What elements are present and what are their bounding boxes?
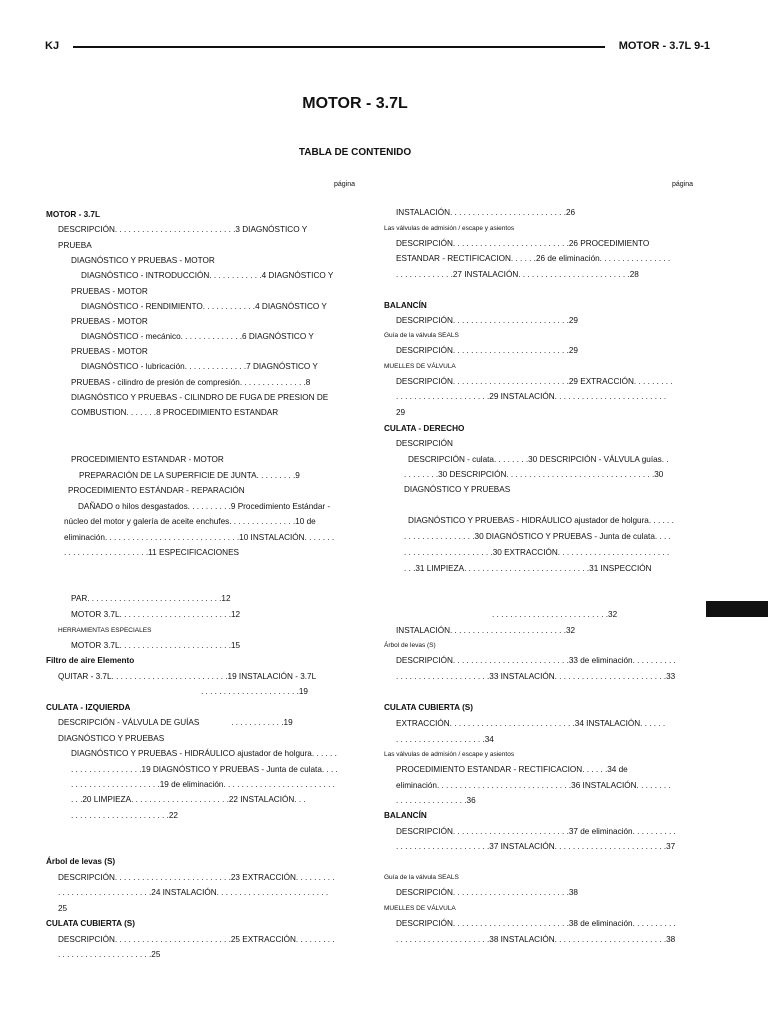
- toc-line: Las válvulas de admisión / escape y asientos: [384, 225, 515, 232]
- toc-line: MUELLES DE VÁLVULA: [384, 905, 456, 912]
- toc-line: DESCRIPCIÓN. . . . . . . . . . . . . . . . . . . . . . . . . .29: [396, 346, 578, 355]
- toc-line: BALANCÍN: [384, 811, 427, 820]
- toc-line: DESCRIPCIÓN. . . . . . . . . . . . . . . . . . . . . . . . . .25 EXTRACCIÓN. . . . . . . . .: [58, 935, 335, 944]
- toc-line: Guía de la válvula SEALS: [384, 332, 459, 339]
- toc-line: PRUEBAS - cilindro de presión de compresión. . . . . . . . . . . . . . .8: [71, 378, 311, 387]
- toc-line: PROCEDIMIENTO ESTANDAR - MOTOR: [71, 455, 224, 464]
- toc-line: . . .20 LIMPIEZA. . . . . . . . . . . . . . . . . . . . . .22 INSTALACIÓN. . .: [71, 795, 306, 804]
- toc-line: Guía de la válvula SEALS: [384, 874, 459, 881]
- toc-line: DESCRIPCIÓN. . . . . . . . . . . . . . . . . . . . . . . . . . .3 DIAGNÓSTICO Y: [58, 225, 308, 234]
- toc-line: núcleo del motor y galería de aceite enchufes. . . . . . . . . . . . . . .10 de: [64, 517, 316, 526]
- toc-line: EXTRACCIÓN. . . . . . . . . . . . . . . . . . . . . . . . . . . .34 INSTALACIÓN. . . . . .: [396, 719, 666, 728]
- toc-line: PAR. . . . . . . . . . . . . . . . . . . . . . . . . . . . . .12: [71, 594, 231, 603]
- toc-line: . . . . . . . . . . . . .27 INSTALACIÓN. . . . . . . . . . . . . . . . . . . . . . . . .28: [396, 270, 639, 279]
- toc-line: PREPARACIÓN DE LA SUPERFICIE DE JUNTA. . . . . . . . .9: [79, 471, 300, 480]
- toc-line: . . . . . . . . . . . . . . . . . . .11 ESPECIFICACIONES: [64, 548, 240, 557]
- toc-line: MOTOR 3.7L. . . . . . . . . . . . . . . . . . . . . . . . .12: [71, 610, 241, 619]
- toc-line: QUITAR - 3.7L. . . . . . . . . . . . . . . . . . . . . . . . . .19 INSTALACIÓN - 3.7L: [58, 672, 317, 681]
- toc-line: HERRAMIENTAS ESPECIALES: [58, 627, 152, 634]
- toc-line: . . . . . . . . . . . . . . . . . . . . .37 INSTALACIÓN. . . . . . . . . . . . . . . . . . . . . . . . .37: [396, 842, 676, 851]
- toc-line: MOTOR - 3.7L: [46, 210, 100, 219]
- toc-line: COMBUSTION. . . . . . .8 PROCEDIMIENTO ESTANDAR: [71, 408, 279, 417]
- toc-line: . . . . . . . . . . . . . . . . . . . .30 EXTRACCIÓN. . . . . . . . . . . . . . . . . . . . . . . . .: [404, 548, 670, 557]
- toc-line: PROCEDIMIENTO ESTÁNDAR - REPARACIÓN: [68, 486, 245, 495]
- toc-line: DIAGNÓSTICO Y PRUEBAS - CILINDRO DE FUGA DE PRESION DE: [71, 393, 329, 402]
- toc-line: CULATA CUBIERTA (S): [46, 919, 135, 928]
- toc-line: INSTALACIÓN. . . . . . . . . . . . . . . . . . . . . . . . . .32: [396, 626, 576, 635]
- toc-line: DIAGNÓSTICO Y PRUEBAS - HIDRÁULICO ajustador de holgura. . . . . .: [71, 749, 337, 758]
- toc-line: DIAGNÓSTICO Y PRUEBAS: [404, 485, 511, 494]
- toc-line: DIAGNÓSTICO - mecánico. . . . . . . . . . . . . .6 DIAGNÓSTICO Y: [81, 332, 314, 341]
- toc-line: DESCRIPCIÓN: [396, 439, 453, 448]
- toc-line: 29: [396, 408, 406, 417]
- running-header: [45, 40, 710, 56]
- toc-line: DESCRIPCIÓN. . . . . . . . . . . . . . . . . . . . . . . . . .26 PROCEDIMIENTO: [396, 239, 650, 248]
- toc-line: PRUEBA: [58, 241, 92, 250]
- toc-line: . . . . . . . . . . . . . . . . . . . . .29 INSTALACIÓN. . . . . . . . . . . . . . . . . . . . . . . . .: [396, 392, 667, 401]
- header-rule: [73, 46, 605, 48]
- toc-line: . . . . . . . . . . . . . . . .36: [396, 796, 476, 805]
- toc-line: DESCRIPCIÓN. . . . . . . . . . . . . . . . . . . . . . . . . .23 EXTRACCIÓN. . . . . . . . .: [58, 873, 335, 882]
- toc-line: Árbol de levas (S): [384, 642, 436, 649]
- toc-line: 25: [58, 904, 68, 913]
- toc-line: DIAGNÓSTICO Y PRUEBAS - MOTOR: [71, 256, 215, 265]
- toc-line: ESTANDAR - RECTIFICACION. . . . . .26 de eliminación. . . . . . . . . . . . . . . .: [396, 254, 671, 263]
- toc-line: Las válvulas de admisión / escape y asientos: [384, 751, 515, 758]
- toc-line: DESCRIPCIÓN. . . . . . . . . . . . . . . . . . . . . . . . . .33 de eliminación. . . . . . . . . .: [396, 656, 676, 665]
- toc-line: Árbol de levas (S): [46, 857, 116, 866]
- pagina-label-left: página: [334, 181, 356, 188]
- toc-line: . . . . . . . . . . . . . . . .19 DIAGNÓSTICO Y PRUEBAS - Junta de culata. . . .: [71, 765, 338, 774]
- toc-line: DIAGNÓSTICO Y PRUEBAS: [58, 734, 165, 743]
- toc-line: DIAGNÓSTICO - lubricación. . . . . . . . . . . . . .7 DIAGNÓSTICO Y: [81, 362, 318, 371]
- toc-line: DAÑADO o hilos desgastados. . . . . . . . . .9 Procedimiento Estándar -: [78, 502, 331, 511]
- toc-line: . . . . . . . . . . . . . . . . . . . . . .22: [71, 811, 178, 820]
- toc-line: CULATA - IZQUIERDA: [46, 703, 131, 712]
- toc-line: INSTALACIÓN. . . . . . . . . . . . . . . . . . . . . . . . . .26: [396, 208, 576, 217]
- toc-line: CULATA - DERECHO: [384, 424, 465, 433]
- toc-line: Filtro de aire Elemento: [46, 656, 135, 665]
- toc-heading: TABLA DE CONTENIDO: [298, 147, 412, 158]
- pagina-label-right: página: [672, 181, 694, 188]
- toc-line: DESCRIPCIÓN. . . . . . . . . . . . . . . . . . . . . . . . . .38: [396, 888, 578, 897]
- toc-line: PRUEBAS - MOTOR: [71, 347, 148, 356]
- toc-line: . . . . . . . . . . . . . . . . . . . .19 de eliminación. . . . . . . . . . . . . . . . . . . . . . . . .: [71, 780, 335, 789]
- toc-line: BALANCÍN: [384, 301, 427, 310]
- toc-line: PROCEDIMIENTO ESTANDAR - RECTIFICACION. . . . . .34 de: [396, 765, 628, 774]
- toc-line: MUELLES DE VÁLVULA: [384, 363, 456, 370]
- toc-line: . . . . . . . . . . . . . . . . . . . . .33 INSTALACIÓN. . . . . . . . . . . . . . . . . . . . . . . . .33: [396, 672, 676, 681]
- toc-line: . . . . . . . . . . . . . . . .30 DIAGNÓSTICO Y PRUEBAS - Junta de culata. . . .: [404, 532, 671, 541]
- toc-line: DESCRIPCIÓN. . . . . . . . . . . . . . . . . . . . . . . . . .38 de eliminación. . . . . . . . . .: [396, 919, 676, 928]
- toc-line: . . .31 LIMPIEZA. . . . . . . . . . . . . . . . . . . . . . . . . . . .31 INSPECCIÓN: [404, 564, 652, 573]
- page-title: MOTOR - 3.7L: [302, 95, 408, 112]
- toc-line: MOTOR 3.7L. . . . . . . . . . . . . . . . . . . . . . . . .15: [71, 641, 241, 650]
- toc-line: CULATA CUBIERTA (S): [384, 703, 473, 712]
- toc-line: DIAGNÓSTICO Y PRUEBAS - HIDRÁULICO ajustador de holgura. . . . . .: [408, 516, 674, 525]
- toc-line: DIAGNÓSTICO - RENDIMIENTO. . . . . . . . . . . .4 DIAGNÓSTICO Y: [81, 302, 327, 311]
- toc-line: DIAGNÓSTICO - INTRODUCCIÓN. . . . . . . . . . . .4 DIAGNÓSTICO Y: [81, 271, 334, 280]
- toc-line: DESCRIPCIÓN. . . . . . . . . . . . . . . . . . . . . . . . . .29 EXTRACCIÓN. . . . . . . . .: [396, 377, 673, 386]
- header-right: MOTOR - 3.7L 9-1: [618, 40, 710, 52]
- section-tab: [706, 601, 768, 617]
- toc-line: DESCRIPCIÓN. . . . . . . . . . . . . . . . . . . . . . . . . .29: [396, 316, 578, 325]
- toc-line: . . . . . . . . . . . . . . . . . . . . .24 INSTALACIÓN. . . . . . . . . . . . . . . . . . . . . . . . .: [58, 888, 329, 897]
- toc-line: . . . . . . . . . . . . . . . . . . . . . .19: [201, 687, 308, 696]
- toc-line: DESCRIPCIÓN - culata. . . . . . . .30 DESCRIPCIÓN - VÁLVULA guías. .: [408, 455, 669, 464]
- toc-line: . . . . . . . . . . . . . . . . . . . . .38 INSTALACIÓN. . . . . . . . . . . . . . . . . . . . . . . . .38: [396, 935, 676, 944]
- toc-line: . . . . . . . . . . . . . . . . . . . .34: [396, 735, 494, 744]
- header-left: KJ: [45, 40, 60, 52]
- toc-line: DESCRIPCIÓN - VÁLVULA DE GUÍAS . . . . . . . . . . . .19: [58, 718, 293, 727]
- toc-line: . . . . . . . .30 DESCRIPCIÓN. . . . . . . . . . . . . . . . . . . . . . . . . . . . . . . . .30: [404, 470, 664, 479]
- toc-line: . . . . . . . . . . . . . . . . . . . . . . . . . .32: [492, 610, 618, 619]
- toc-line: PRUEBAS - MOTOR: [71, 317, 148, 326]
- toc-line: eliminación. . . . . . . . . . . . . . . . . . . . . . . . . . . . . .10 INSTALACIÓN. . . . . . .: [64, 533, 335, 542]
- toc-line: PRUEBAS - MOTOR: [71, 287, 148, 296]
- toc-line: eliminación. . . . . . . . . . . . . . . . . . . . . . . . . . . . . .36 INSTALACIÓN. . . . . . . .: [396, 781, 671, 790]
- toc-line: DESCRIPCIÓN. . . . . . . . . . . . . . . . . . . . . . . . . .37 de eliminación. . . . . . . . . .: [396, 827, 676, 836]
- toc-line: . . . . . . . . . . . . . . . . . . . . .25: [58, 950, 161, 959]
